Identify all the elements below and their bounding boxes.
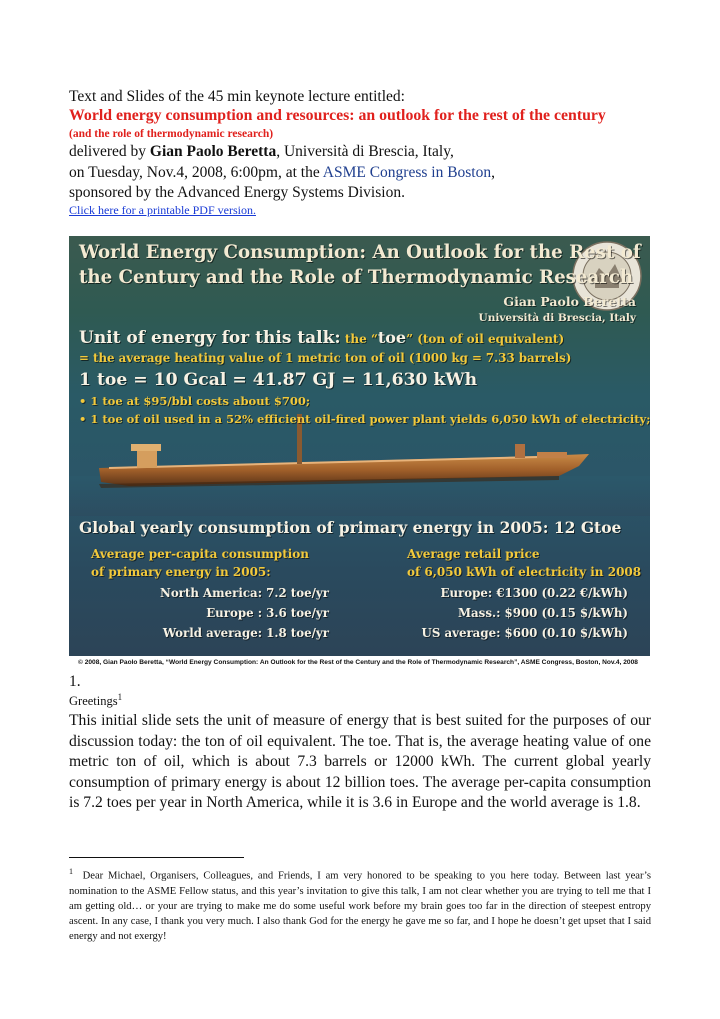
date-line [69, 164, 495, 182]
slide-image [69, 236, 650, 656]
greetings-heading [69, 692, 122, 709]
slide-right-row: Mass.: $900 (0.15 $/kWh) [457, 606, 628, 620]
slide-unit-line [79, 328, 564, 348]
author-name: Gian Paolo Beretta [149, 143, 277, 160]
unit-toe: toe [377, 328, 407, 347]
slide-global-line: Global yearly consumption of primary energy in 2005: 12 Gtoe [79, 518, 622, 537]
slide-author: Gian Paolo Beretta [503, 294, 636, 309]
slide-left-head2: of primary energy in 2005: [91, 565, 271, 579]
footnote-divider [69, 857, 244, 858]
pdf-link[interactable]: Click here for a printable PDF version. [69, 203, 256, 217]
slide-caption: © 2008, Gian Paolo Beretta, “World Energy Consumption: An Outlook for the Rest of the Century and the Role of Thermodynamic Research”, ASME Congress, Boston, Nov.4, 2008 [78, 659, 638, 666]
slide-title-line1: World Energy Consumption: An Outlook for the Rest of [79, 242, 641, 263]
footnote-text: Dear Michael, Organisers, Colleagues, and Friends, I am very honored to be speaking to you here today. Between last year’s nomination to the ASME Fellow status, and this year’s invitation to give this talk, I am not clear whether you are trying to tell me that I am getting old… or your are trying to make me do some useful work before my brain goes too far in the direction of steepest entropy ascent. In any case, I thank you very much. I also thank God for the energy he gave me so far, and I hope he doesn’t get upset that I said energy and not exergy! [69, 870, 651, 942]
affiliation-text: , Università di Brescia, Italy, [276, 143, 454, 160]
slide-left-head1: Average per-capita consumption [91, 547, 310, 561]
slide-affiliation: Università di Brescia, Italy [478, 312, 636, 324]
intro-line: Text and Slides of the 45 min keynote lecture entitled: [69, 88, 405, 105]
slide-kwh-line: 1 toe = 10 Gcal = 41.87 GJ = 11,630 kWh [79, 370, 478, 390]
footnote [69, 864, 651, 944]
delivered-line [69, 143, 454, 161]
sponsor-line: sponsored by the Advanced Energy Systems Division. [69, 184, 405, 201]
slide-right-row: US average: $600 (0.10 $/kWh) [421, 626, 628, 640]
congress-link[interactable]: ASME Congress in Boston [322, 164, 492, 181]
slide-title-line2: the Century and the Role of Thermodynamic Research [79, 267, 634, 288]
lecture-subtitle: (and the role of thermodynamic research) [69, 128, 274, 140]
footnote-ref[interactable]: 1 [117, 692, 123, 702]
slide-left-row: Europe : 3.6 toe/yr [206, 606, 329, 620]
unit-label: Unit of energy for this talk: [79, 328, 341, 348]
slide-right-head1: Average retail price [407, 547, 540, 561]
body-paragraph: This initial slide sets the unit of measure of energy that is best suited for the purposes of our discussion today: the ton of oil equivalent. The toe. That is, the average heating value of one metric ton of oil, which is about 7.3 barrels or 12000 kWh. The current global yearly consumption of primary energy is about 12 billion toes. The average per-capita consumption is 7.2 toes per year in North America, while it is 3.6 in Europe and the world average is 1.8. [69, 712, 651, 812]
slide-right-head2: of 6,050 kWh of electricity in 2008 [407, 565, 642, 579]
slide-left-row: North America: 7.2 toe/yr [160, 586, 329, 600]
footnote-marker: 1 [69, 867, 73, 876]
slide-bullet-2: • 1 toe of oil used in a 52% efficient oil-fired power plant yields 6,050 kWh of electricity; [79, 412, 650, 426]
unit-the: the “ [340, 332, 378, 346]
greetings-text: Greetings [69, 694, 118, 709]
slide-equals-line: = the average heating value of 1 metric ton of oil (1000 kg = 7.33 barrels) [79, 351, 572, 365]
unit-desc: ” (ton of oil equivalent) [406, 332, 565, 346]
slide-bullet-1: • 1 toe at $95/bbl costs about $700; [79, 394, 311, 408]
slide-number: 1. [69, 673, 81, 690]
date-prefix: on Tuesday, Nov.4, 2008, 6:00pm, at the [69, 164, 323, 181]
slide-right-row: Europe: €1300 (0.22 €/kWh) [440, 586, 628, 600]
date-suffix: , [491, 164, 495, 181]
lecture-title: World energy consumption and resources: an outlook for the rest of the century [69, 107, 606, 124]
delivered-prefix: delivered by [69, 143, 150, 160]
slide-left-row: World average: 1.8 toe/yr [162, 626, 329, 640]
